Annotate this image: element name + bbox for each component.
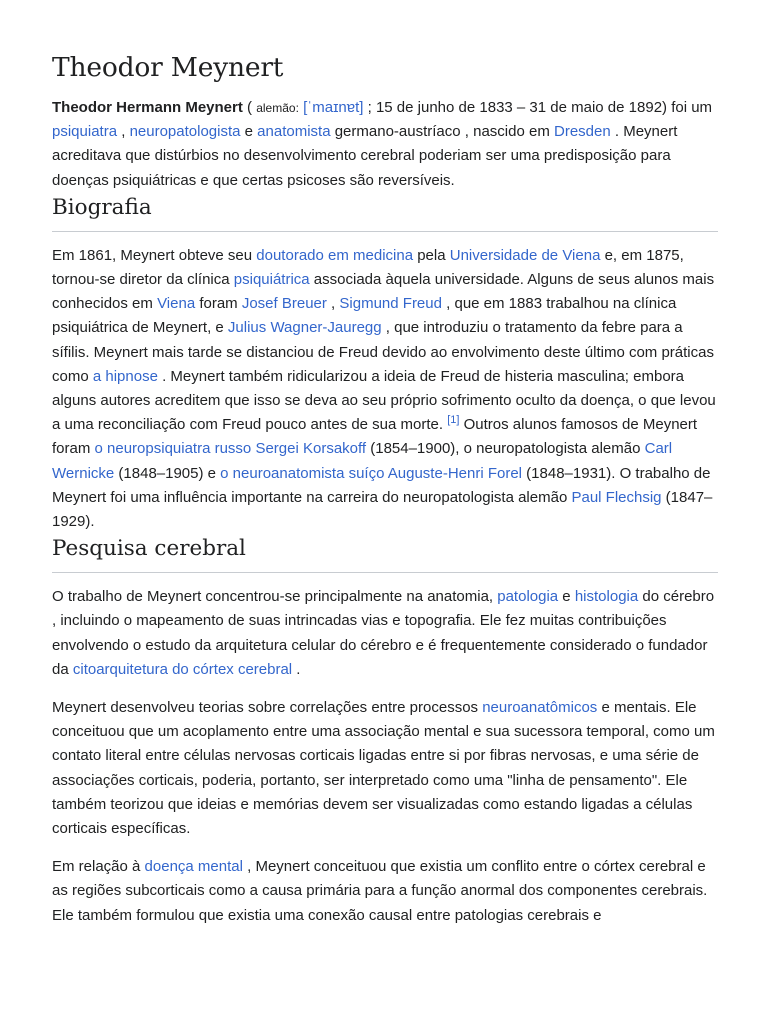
text: . bbox=[292, 660, 301, 678]
text: Em 1861, Meynert obteve seu bbox=[52, 246, 257, 264]
link-anatomista[interactable]: anatomista bbox=[257, 123, 331, 141]
subject-name: Theodor Hermann Meynert bbox=[52, 99, 243, 116]
text: , Meynert conceituou que existia um conflito entre o córtex cerebral e as regiões subcorticais como a causa primária para a função anormal dos componentes cerebrais. Ele também formulou que existia uma conexão causal entre patologias cerebrais e bbox=[52, 858, 708, 924]
intro-paragraph bbox=[52, 96, 716, 193]
text: , que introduziu o tratamento da febre para a sífilis. Meynert mais tarde se distanciou de Freud devido ao envolvimento deste último com práticas como bbox=[52, 319, 714, 385]
text: germano-austríaco , nascido em bbox=[330, 123, 554, 141]
pesquisa-paragraph-2 bbox=[52, 696, 716, 841]
link-julius-wagner-jauregg[interactable]: Julius Wagner-Jauregg bbox=[227, 319, 382, 337]
link-auguste-henri-forel[interactable]: o neuroanatomista suíço Auguste-Henri Forel bbox=[220, 464, 523, 482]
link-doenca-mental[interactable]: doença mental bbox=[144, 858, 243, 876]
language-label: alemão: bbox=[256, 101, 299, 115]
link-carl-wernicke[interactable]: Carl Wernicke bbox=[52, 440, 673, 482]
link-dresden[interactable]: Dresden bbox=[554, 123, 611, 141]
text: Em relação à bbox=[52, 858, 145, 876]
link-sigmund-freud[interactable]: Sigmund Freud bbox=[339, 295, 442, 313]
link-josef-breuer[interactable]: Josef Breuer bbox=[241, 295, 327, 313]
text: (1847–1929). bbox=[52, 488, 713, 531]
link-viena[interactable]: Viena bbox=[157, 295, 196, 313]
link-neuropatologista[interactable]: neuropatologista bbox=[129, 123, 241, 141]
link-paul-flechsig[interactable]: Paul Flechsig bbox=[571, 488, 662, 506]
text: do cérebro , incluindo o mapeamento de suas intrincadas vias e topografia. Ele fez muitas contribuições envolvendo o estudo da arquitetura celular do cérebro e é frequentemente considerado o fundador da bbox=[52, 588, 715, 678]
text: . Meynert também ridicularizou a ideia de Freud de histeria masculina; embora alguns autores acreditem que isso se deva ao seu próprio sofrimento oculto da doença, o que levou a uma reconciliação com Freud pouco antes de sua morte. bbox=[52, 367, 716, 434]
text: , bbox=[117, 123, 130, 141]
text: associada àquela universidade. Alguns de seus alunos mais conhecidos em bbox=[52, 271, 715, 313]
text: ( bbox=[242, 99, 257, 116]
text: pela bbox=[413, 246, 450, 264]
text: ; 15 de junho de 1833 – 31 de maio de 1892) foi um bbox=[363, 99, 713, 116]
text: . Meynert acreditava que distúrbios no desenvolvimento cerebral poderiam ser uma predisposição para doenças psiquiátricas e que certas psicoses são reversíveis. bbox=[52, 123, 678, 189]
text: O trabalho de Meynert concentrou-se principalmente na anatomia, bbox=[52, 588, 498, 606]
pesquisa-paragraph-3 bbox=[52, 855, 716, 928]
text: (1848–1905) e bbox=[114, 464, 221, 482]
text: e bbox=[240, 123, 258, 141]
ipa-pronunciation-link[interactable]: [ˈmaɪnɐt] bbox=[303, 99, 364, 116]
link-sergei-korsakoff[interactable]: o neuropsiquiatra russo Sergei Korsakoff bbox=[94, 440, 367, 458]
link-neuroanatomicos[interactable]: neuroanatômicos bbox=[482, 699, 598, 717]
reference-link-1[interactable]: [1] bbox=[447, 414, 460, 427]
link-psiquiatra[interactable]: psiquiatra bbox=[52, 123, 118, 141]
link-citoarquitetura[interactable]: citoarquitetura do córtex cerebral bbox=[72, 660, 293, 678]
section-heading-pesquisa-cerebral: Pesquisa cerebral bbox=[52, 534, 718, 573]
text: (1848–1931). O trabalho de Meynert foi uma influência importante na carreira do neuropatologista alemão bbox=[52, 464, 711, 506]
link-universidade-de-viena[interactable]: Universidade de Viena bbox=[449, 246, 601, 264]
text: e bbox=[558, 588, 575, 606]
text: e mentais. Ele conceituou que um acoplamento entre uma associação mental e sua sucessora temporal, como um contato literal entre células nervosas corticais ligadas entre si por fibras nervosas, e uma série de associações corticais, poderia, portanto, ser interpretado como uma "linha de pensamento". Ele também teorizou que ideias e memórias devem ser visualizadas como estando ligadas a células corticais específicas. bbox=[52, 699, 715, 838]
text: (1854–1900), o neuropatologista alemão bbox=[366, 440, 645, 458]
link-psiquiatrica[interactable]: psiquiátrica bbox=[233, 271, 310, 289]
link-patologia[interactable]: patologia bbox=[497, 588, 559, 606]
section-heading-biografia: Biografia bbox=[52, 193, 718, 232]
text: e, em 1875, tornou-se diretor da clínica bbox=[52, 246, 684, 289]
link-histologia[interactable]: histologia bbox=[574, 588, 639, 606]
biografia-paragraph bbox=[52, 244, 716, 534]
text: , bbox=[326, 295, 340, 313]
text: foram bbox=[195, 295, 242, 313]
text: Meynert desenvolveu teorias sobre correlações entre processos bbox=[52, 699, 483, 717]
text: Outros alunos famosos de Meynert foram bbox=[52, 416, 698, 458]
link-a-hipnose[interactable]: a hipnose bbox=[92, 367, 158, 385]
page-title: Theodor Meynert bbox=[52, 52, 284, 83]
link-doutorado-em-medicina[interactable]: doutorado em medicina bbox=[256, 246, 414, 264]
text: , que em 1883 trabalhou na clínica psiquiátrica de Meynert, e bbox=[52, 295, 677, 337]
pesquisa-paragraph-1 bbox=[52, 585, 716, 682]
